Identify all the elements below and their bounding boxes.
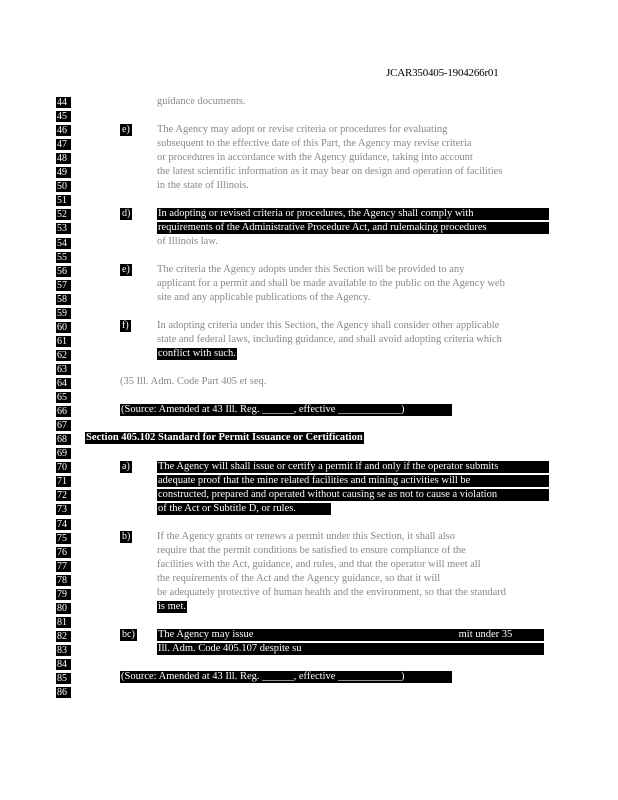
line-number: 69 [56,448,71,459]
section-heading: Section 405.102 Standard for Permit Issuance or Certification [86,432,363,443]
line-75: If the Agency grants or renews a permit under this Section, it shall also [157,531,456,542]
list-marker-c: e) [122,124,130,135]
line-number: 52 [56,209,71,220]
line-number: 80 [56,603,71,614]
line-number: 78 [56,575,71,586]
line-78: the requirements of the Act and the Agency guidance, so that it will [157,573,441,584]
line-number: 71 [56,476,71,487]
line-number: 49 [56,167,71,178]
line-49: the latest scientific information as it may bear on design and operation of facilities [157,166,503,177]
list-marker-a: a) [122,461,130,472]
line-46: The Agency may adopt or revise criteria or procedures for evaluating [157,124,448,135]
line-44: guidance documents. [157,96,246,107]
line-77: facilities with the Act, guidance, and rules, and that the operator will meet all [157,559,481,570]
line-number: 62 [56,350,71,361]
line-number: 79 [56,589,71,600]
line-60: In adopting criteria under this Section, the Agency shall consider other applicable [157,320,500,331]
line-64: (35 Ill. Adm. Code Part 405 et seq. [120,376,267,387]
line-number: 55 [56,252,71,263]
line-number: 82 [56,631,71,642]
line-number: 50 [56,181,71,192]
line-number: 72 [56,490,71,501]
line-number: 74 [56,519,71,530]
line-number: 70 [56,462,71,473]
line-number: 45 [56,111,71,122]
source-note-1: (Source: Amended at 43 Ill. Reg. ______, effective ____________) [120,404,452,416]
list-marker-d: d) [122,208,131,219]
source-note-2: (Source: Amended at 43 Ill. Reg. ______, effective ____________) [120,671,452,683]
line-number: 67 [56,420,71,431]
redaction-bar-2 [304,644,504,654]
line-48: or procedures in accordance with the Agency guidance, taking into account [157,152,473,163]
list-marker-e: e) [122,264,130,275]
line-76: require that the permit conditions be satisfied to ensure compliance of the [157,545,466,556]
line-79: be adequately protective of human health and the environment, so that the standard [157,587,507,598]
line-61: state and federal laws, including guidance, and shall avoid adopting criteria which [157,334,502,345]
line-number: 48 [56,153,71,164]
line-number: 47 [56,139,71,150]
line-52: In adopting or revised criteria or procedures, the Agency shall comply with [157,208,549,220]
line-number: 44 [56,97,71,108]
line-number: 66 [56,406,71,417]
line-54: of Illinois law. [157,236,218,247]
line-71: adequate proof that the mine related facilities and mining activities will be [157,475,549,487]
line-number: 56 [56,266,71,277]
line-83-start: Ill. Adm. Code 405.107 despite su [158,643,302,654]
line-number: 51 [56,195,71,206]
line-72: constructed, prepared and operated without causing se as not to cause a violation [157,489,549,501]
line-number: 73 [56,504,71,515]
line-83 [157,643,544,655]
line-73: of the Act or Subtitle D, or rules. [157,503,331,515]
document-id: JCAR350405-1904266r01 [386,67,499,79]
line-number: 83 [56,645,71,656]
line-number: 65 [56,392,71,403]
line-number: 63 [56,364,71,375]
redaction-bar [256,630,456,640]
line-number: 84 [56,659,71,670]
line-47: subsequent to the effective date of this Part, the Agency may revise criteria [157,138,472,149]
line-number: 59 [56,308,71,319]
line-62: conflict with such. [158,348,236,359]
line-number: 60 [56,322,71,333]
line-number: 58 [56,294,71,305]
line-number: 53 [56,223,71,234]
list-marker-bc: bc) [122,629,135,640]
line-number: 61 [56,336,71,347]
line-number: 64 [56,378,71,389]
line-57: applicant for a permit and shall be made available to the public on the Agency web [157,278,505,289]
line-number: 46 [56,125,71,136]
list-marker-f: f) [122,320,129,331]
line-number: 85 [56,673,71,684]
line-50: in the state of Illinois. [157,180,249,191]
line-53: requirements of the Administrative Procedure Act, and rulemaking procedures [157,222,549,234]
line-number: 77 [56,561,71,572]
line-number: 75 [56,533,71,544]
line-58: site and any applicable publications of the Agency. [157,292,371,303]
line-82-end: mit under 35 [458,629,513,640]
line-number: 81 [56,617,71,628]
line-number: 68 [56,434,71,445]
line-number: 76 [56,547,71,558]
line-number: 54 [56,238,71,249]
line-70: The Agency will shall issue or certify a permit if and only if the operator submits [157,461,549,473]
line-number: 57 [56,280,71,291]
line-82-start: The Agency may issue [158,629,254,640]
line-82 [157,629,544,641]
line-80: is met. [158,601,186,612]
list-marker-b: b) [122,531,131,542]
line-number: 86 [56,687,71,698]
line-56: The criteria the Agency adopts under this Section will be provided to any [157,264,465,275]
